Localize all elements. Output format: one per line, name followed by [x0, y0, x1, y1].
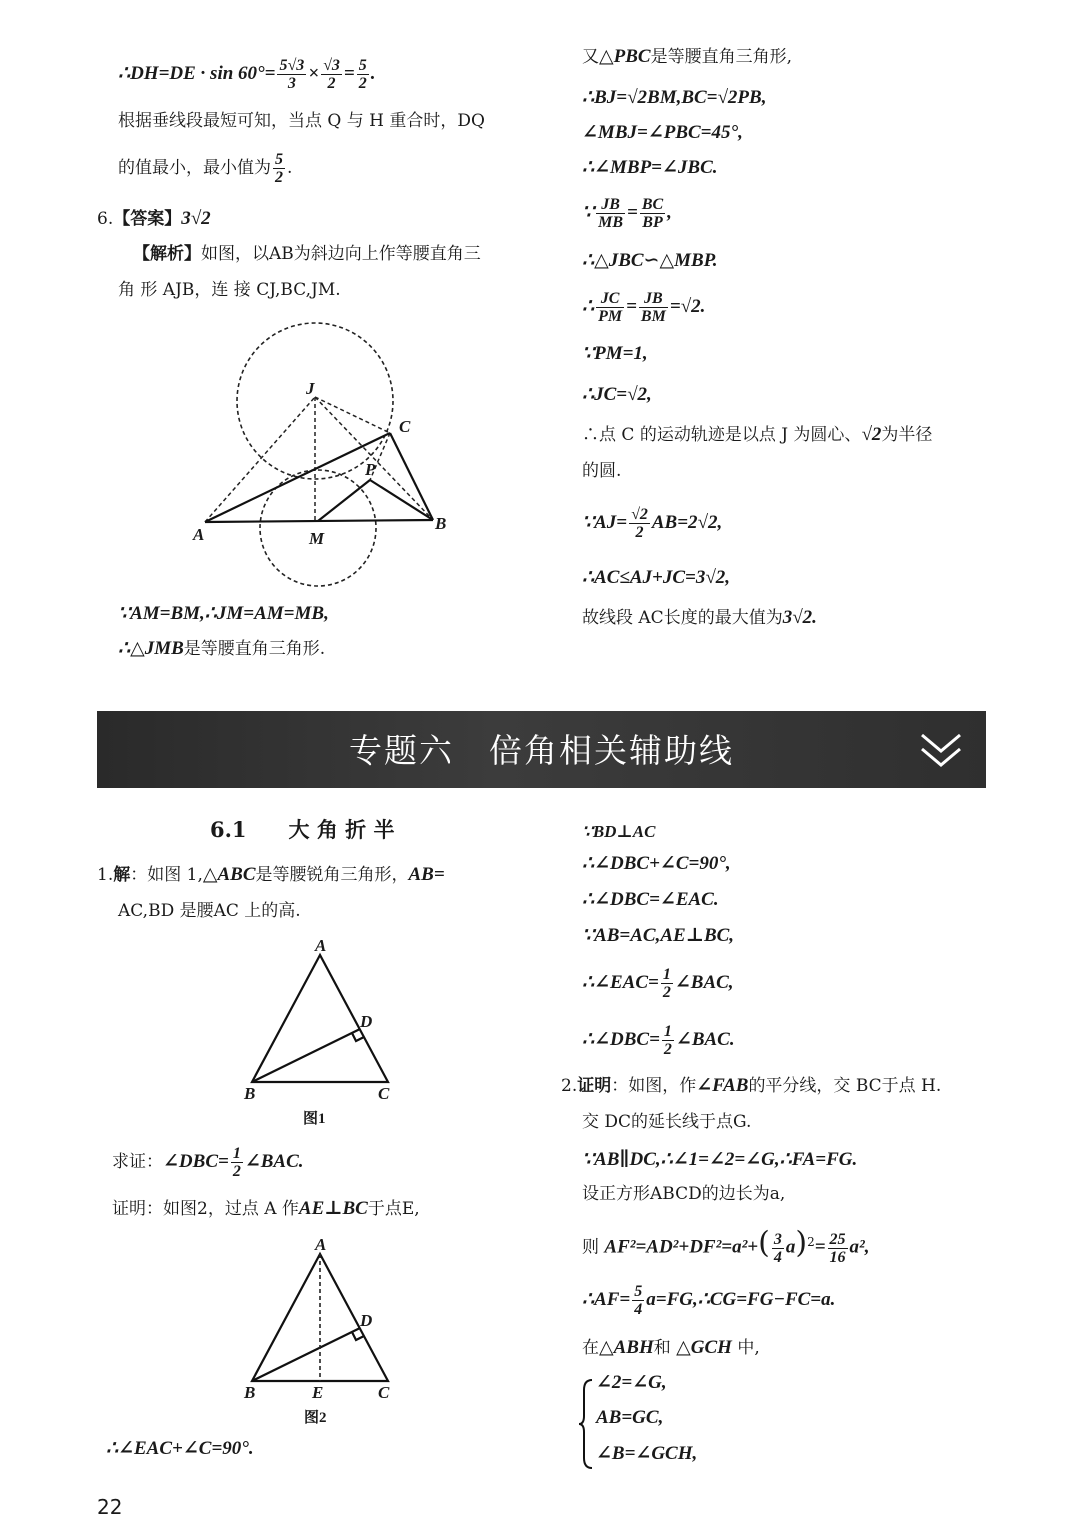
text-line: ∵PM=1,: [582, 343, 648, 364]
text-line: 在△ABH和 △GCH 中,: [582, 1337, 760, 1358]
figure-caption: 图2: [304, 1410, 327, 1426]
label-b: B: [244, 1383, 256, 1402]
figure-caption: 图1: [303, 1111, 326, 1127]
text-line: ∴∠DBC=∠EAC.: [582, 889, 719, 910]
label-c: C: [399, 417, 411, 436]
section-heading: 6.1 大 角 折 半: [210, 817, 395, 842]
label-b: B: [435, 514, 447, 533]
label-p: P: [365, 460, 376, 479]
section-banner: [97, 711, 986, 788]
text-line: ∵AB=AC,AE⊥BC,: [582, 925, 735, 946]
label-a: A: [315, 936, 327, 955]
label-d: D: [360, 1311, 373, 1330]
label-d: D: [360, 1012, 373, 1031]
label-a: A: [193, 525, 205, 544]
system-line: ∠B=∠GCH,: [596, 1443, 698, 1464]
fraction: $\frac{JC}{PM}$: [598, 290, 623, 325]
fraction: $\frac{1}{2}$: [663, 1023, 672, 1058]
fraction: $\frac{3}{4}$: [773, 1230, 782, 1266]
text-line: ∵AM=BM,∴JM=AM=MB,: [118, 603, 329, 624]
banner-title: 专题六 倍角相关辅助线: [349, 731, 734, 770]
text-line: ∴ $\frac{JC}{PM}$ = $\frac{JB}{BM}$ =√2.: [582, 290, 706, 325]
fraction: $\frac{5}{4}$: [634, 1283, 643, 1318]
system-line: ∠2=∠G,: [596, 1372, 667, 1393]
text-line: ∴BJ=√2BM,BC=√2PB,: [582, 87, 767, 108]
text-line: ∵ $\frac{JB}{MB}$ = $\frac{BC}{BP}$ ,: [582, 196, 672, 231]
text-line: AC,BD 是腰AC 上的高.: [118, 901, 301, 921]
page-number: 22: [97, 1495, 123, 1519]
text-line: ∴∠DBC+∠C=90°,: [582, 853, 731, 874]
prove-statement: 求证：∠DBC= $\frac{1}{2}$ ∠BAC.: [112, 1145, 304, 1180]
text-line: ∵AB∥DC,∴∠1=∠2=∠G,∴FA=FG.: [582, 1149, 858, 1170]
text-line: 则 AF²=AD²+DF²=a²+( $\frac{3}{4}$ a)$^2$= $\frac{25}{16}$ a²,: [582, 1225, 870, 1266]
text-line: 故线段 AC长度的最大值为3√2.: [582, 607, 817, 628]
label-m: M: [309, 529, 325, 548]
label-c: C: [378, 1084, 390, 1103]
text-line: 设正方形ABCD的边长为a,: [582, 1184, 786, 1204]
fraction: $\frac{1}{2}$: [232, 1145, 241, 1180]
text-line: ∴∠EAC= $\frac{1}{2}$ ∠BAC,: [582, 966, 734, 1001]
label-e: E: [312, 1383, 324, 1402]
text-line: ∴△JMB是等腰直角三角形.: [118, 638, 326, 659]
text-line: ∴△JBC∽△MBP.: [582, 250, 718, 271]
fraction: $\frac{BC}{BP}$: [641, 196, 664, 231]
question-6-answer: 6.【答案】3√2: [97, 208, 211, 229]
triangle-figure-2: [236, 1232, 406, 1432]
brace-icon: [578, 1378, 594, 1470]
text-line: ∴∠DBC= $\frac{1}{2}$ ∠BAC.: [582, 1023, 735, 1058]
system-line: AB=GC,: [596, 1407, 664, 1428]
question-1: 1.解：如图 1,△ABC是等腰锐角三角形，AB=: [97, 864, 445, 885]
fraction: $\frac{5√3}{3}$: [279, 57, 305, 92]
fraction: $\frac{JB}{BM}$: [640, 290, 666, 325]
text-line: 的值最小，最小值为 $\frac{5}{2}$ .: [118, 151, 293, 186]
text-line: ∵BD⊥AC: [582, 822, 656, 841]
label-j: J: [306, 379, 315, 398]
fraction: $\frac{√3}{2}$: [323, 57, 340, 92]
fraction: $\frac{5}{2}$: [358, 57, 367, 92]
label-a: A: [315, 1235, 327, 1254]
text-line: ∴AC≤AJ+JC=3√2,: [582, 567, 731, 588]
text-line: ∴点 C 的运动轨迹是以点 J 为圆心、√2为半径: [582, 424, 933, 445]
equation-dh: ∴DH=DE · sin 60°= $\frac{5√3}{3}$ × $\frac{√3}{2}$ = $\frac{5}{2}$ .: [118, 57, 376, 92]
text-line: 角 形 AJB，连 接 CJ,BC,JM.: [118, 280, 341, 300]
question-6-explanation: 【解析】如图，以AB为斜边向上作等腰直角三: [133, 244, 481, 264]
label-c: C: [378, 1383, 390, 1402]
text-line: ∠MBJ=∠PBC=45°,: [582, 122, 743, 143]
triangle-figure-1: [236, 935, 406, 1130]
text-line: 的圆.: [582, 461, 622, 481]
fraction: $\frac{1}{2}$: [662, 966, 671, 1001]
text-line: ∴∠MBP=∠JBC.: [582, 157, 718, 178]
text-line: ∴JC=√2,: [582, 384, 652, 405]
text-line: ∴∠EAC+∠C=90°.: [106, 1438, 254, 1459]
text-line: 交 DC的延长线于点G.: [582, 1112, 752, 1132]
double-chevron-down-icon: [918, 731, 964, 771]
fraction: $\frac{JB}{MB}$: [598, 196, 623, 231]
text-line: 证明：如图2，过点 A 作AE⊥BC于点E,: [112, 1198, 420, 1219]
question-2: 2.证明：如图，作∠FAB的平分线，交 BC于点 H.: [561, 1075, 942, 1096]
text-line: ∴AF= $\frac{5}{4}$ a=FG,∴CG=FG−FC=a.: [582, 1283, 836, 1318]
label-b: B: [244, 1084, 256, 1103]
fraction: $\frac{5}{2}$: [275, 151, 283, 186]
text-line: 根据垂线段最短可知，当点 Q 与 H 重合时，DQ: [118, 111, 485, 131]
fraction: $\frac{√2}{2}$: [631, 506, 648, 541]
text-line: 又△PBC是等腰直角三角形,: [582, 46, 792, 67]
circle-diagram: [185, 310, 465, 600]
fraction: $\frac{25}{16}$: [829, 1230, 846, 1266]
text-line: ∵AJ= $\frac{√2}{2}$ AB=2√2,: [582, 506, 723, 541]
